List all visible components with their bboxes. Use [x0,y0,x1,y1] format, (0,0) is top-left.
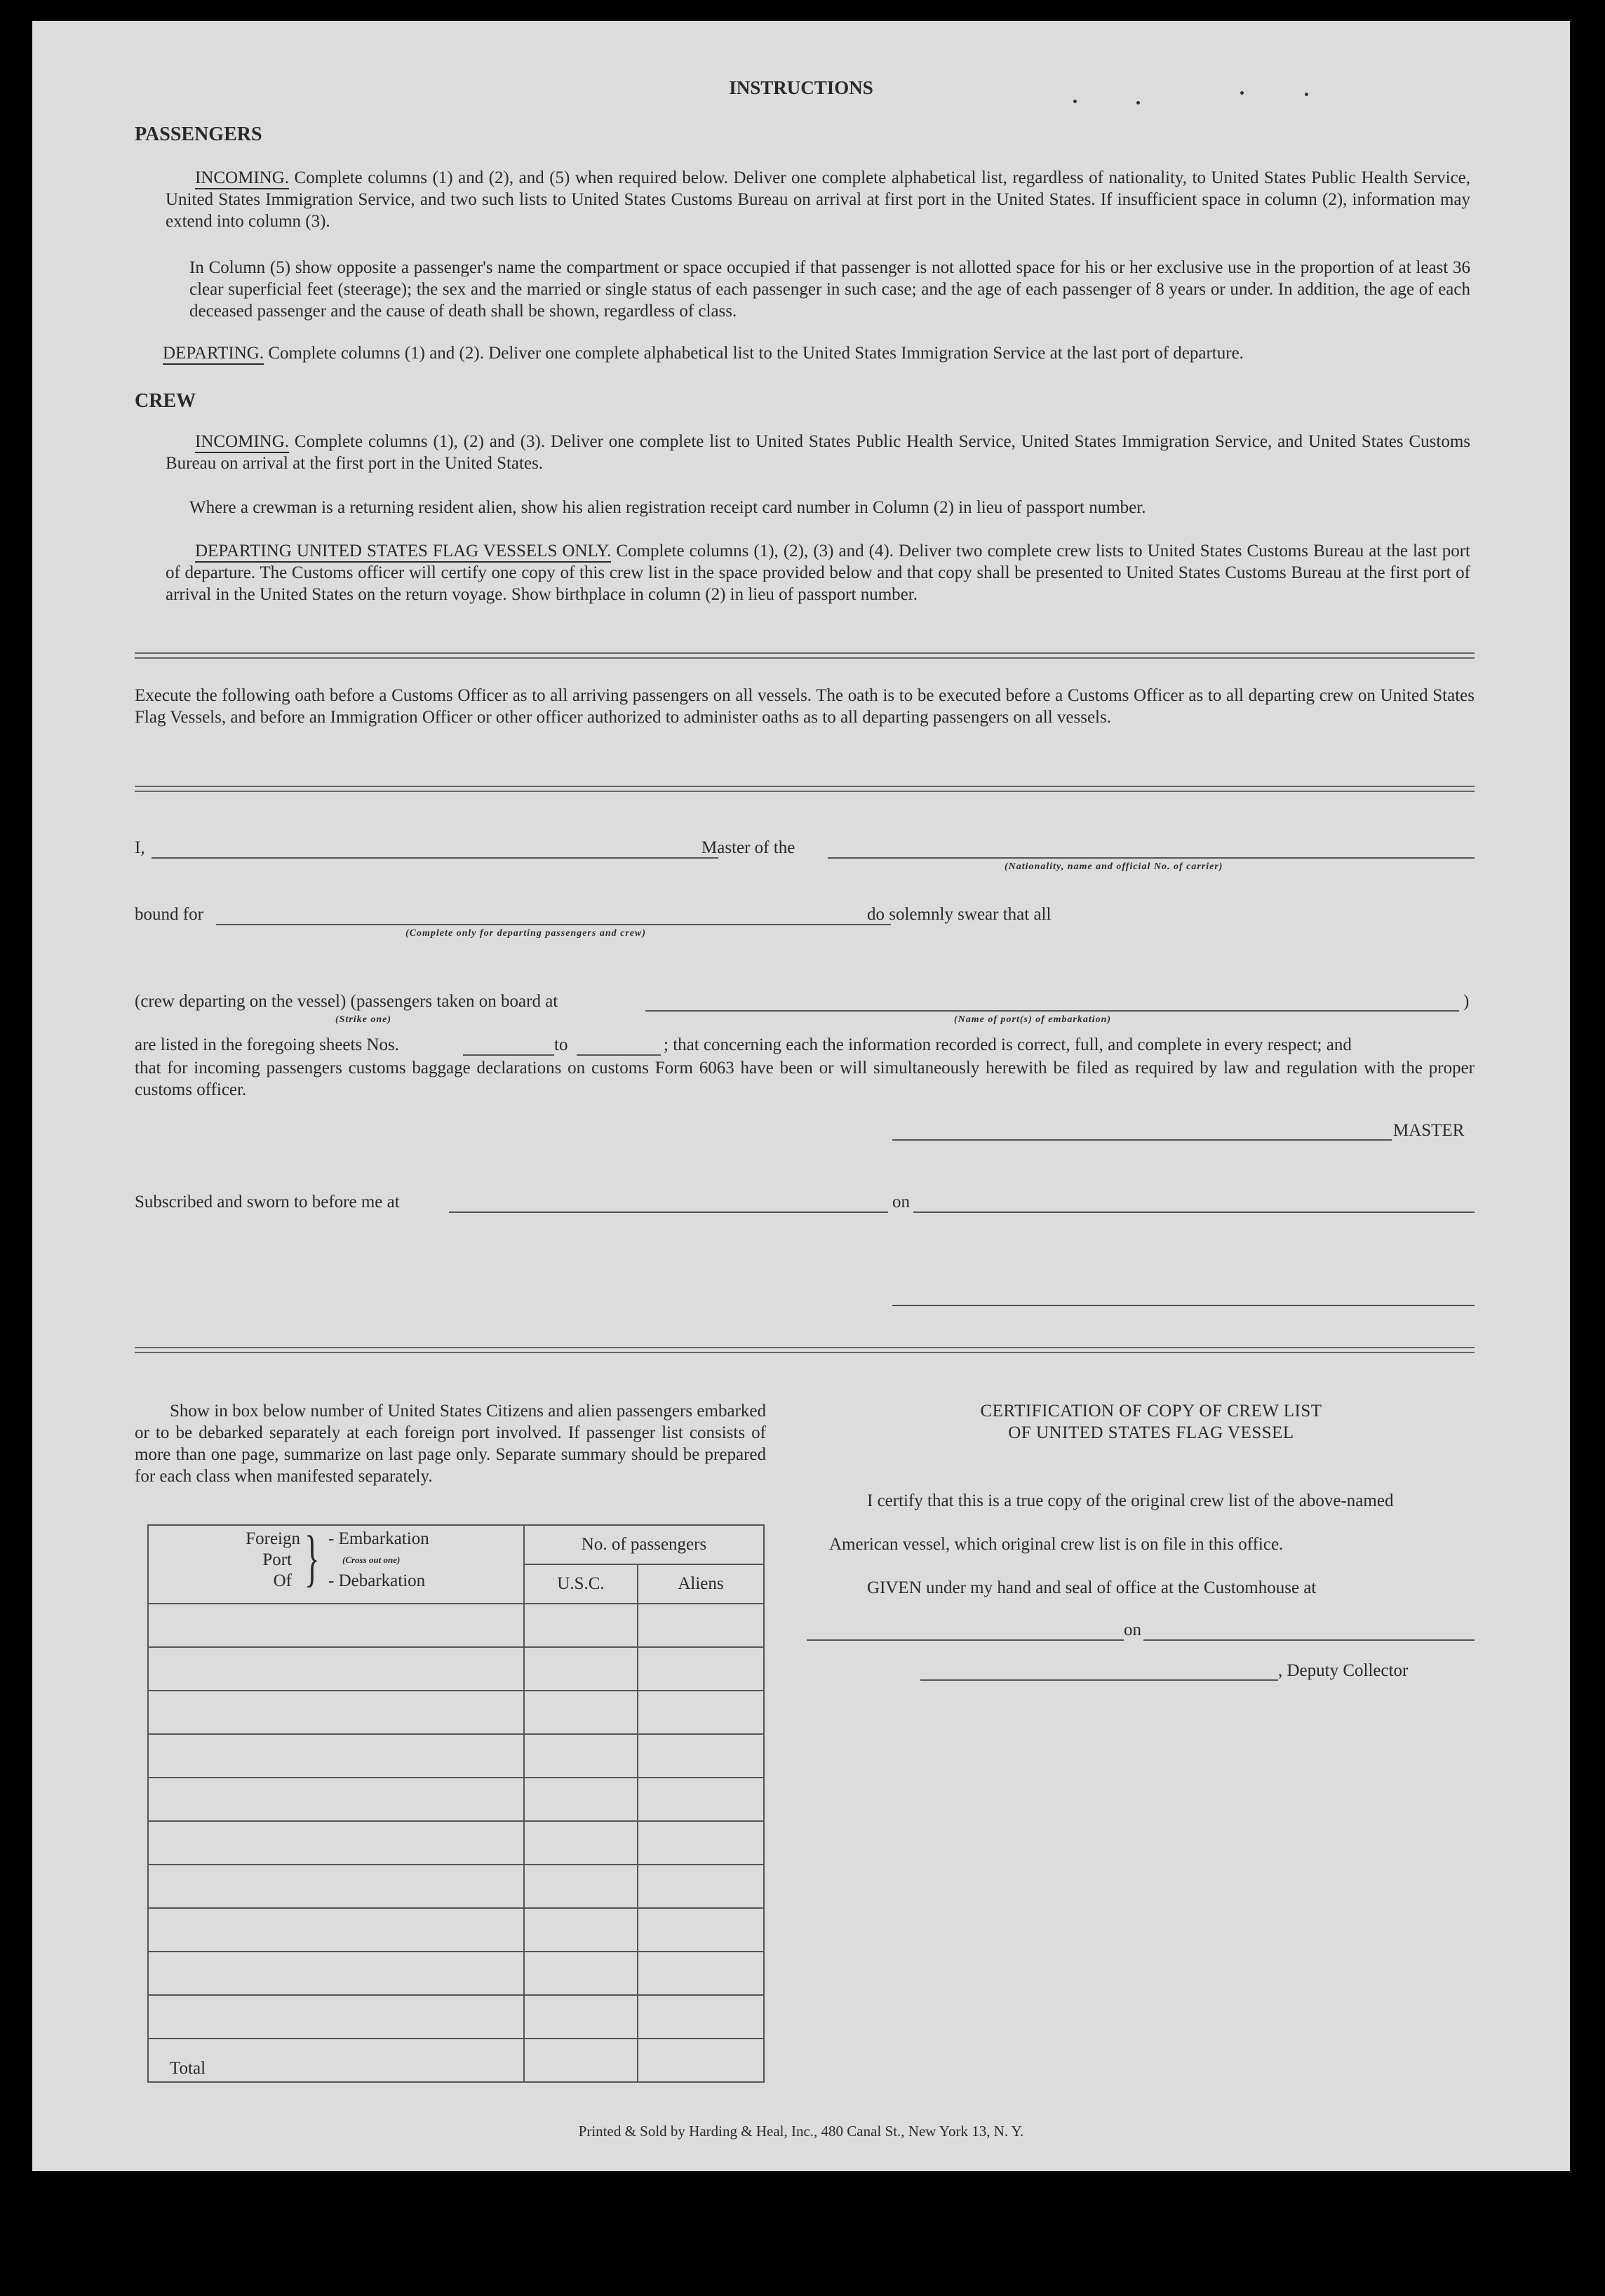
section-divider [135,652,1475,659]
passengers-departing-paragraph [163,342,1475,364]
usc-cell[interactable] [524,1734,638,1778]
passengers-departing-label: DEPARTING. [163,344,264,365]
port-cell[interactable] [148,1995,524,2039]
usc-cell[interactable] [524,1865,638,1908]
usc-cell[interactable] [524,1952,638,1995]
cross-out-caption: (Cross out one) [342,1555,401,1565]
aliens-total-cell[interactable] [638,2039,764,2082]
master-label: MASTER [1393,1121,1465,1140]
crew-departing-label: DEPARTING UNITED STATES FLAG VESSELS ONLY. [195,542,611,563]
port-label: Port [262,1550,292,1569]
aliens-cell[interactable] [638,1734,764,1778]
sworn-date-field[interactable] [913,1211,1475,1213]
usc-total-cell[interactable] [524,2039,638,2082]
port-cell[interactable] [148,1821,524,1865]
certification-title-1: CERTIFICATION OF COPY OF CREW LIST [980,1402,1322,1421]
aliens-cell[interactable] [638,1865,764,1908]
passengers-column5-paragraph: In Column (5) show opposite a passenger's name the compartment or space occupied if that passenger is not allotted space for his or her exclusive use in the proportion of at least 36 clear superficial feet (steerage); the sex and the married or single status of each passenger in such case; and the age of each passenger of 8 years or under. In addition, the age of each deceased passenger and the cause of death shall be shown, regardless of class. [189,258,1470,321]
port-header-cell [148,1525,524,1604]
passengers-incoming-text: Complete columns (1) and (2), and (5) when required below. Deliver one complete alphabetical list, regardless of nationality, to United States Public Health Service, United States Immigration Service, and two such lists to United States Customs Bureau on arrival at first port in the United States. If insufficient space in column (2), information may extend into column (3). [166,168,1471,231]
crew-heading: CREW [135,390,196,412]
port-cell[interactable] [148,1647,524,1691]
aliens-cell[interactable] [638,1778,764,1821]
speck [1073,100,1077,103]
port-cell[interactable] [148,1691,524,1734]
usc-cell[interactable] [524,1995,638,2039]
swear-text: do solemnly swear that all [867,905,1052,924]
master-signature-field[interactable] [892,1139,1392,1141]
instructions-title: INSTRUCTIONS [729,77,873,98]
listed-text-b: ; that concerning each the information recorded is correct, full, and complete in every respect; and [664,1035,1352,1054]
aliens-cell[interactable] [638,1821,764,1865]
nationality-caption: (Nationality, name and official No. of carrier) [1005,861,1223,872]
crew-incoming-text: Complete columns (1), (2) and (3). Deliver one complete list to United States Public Health Service, United States Immigration Service, and United States Customs Bureau on arrival at the first port in the United States. [166,432,1471,473]
crew-resident-paragraph: Where a crewman is a returning resident alien, show his alien registration receipt card number in Column (2) in lieu of passport number. [189,498,1146,517]
passengers-heading: PASSENGERS [135,123,262,145]
carrier-field[interactable] [828,857,1475,859]
port-cell[interactable] [148,1865,524,1908]
passengers-departing-text: Complete columns (1) and (2). Deliver one complete alphabetical list to the United States Immigration Service at the last port of departure. [268,344,1244,363]
listed-text-c: that for incoming passengers customs baggage declarations on customs Form 6063 have been or will simultaneously herewith be filed as required by law and regulation with the proper customs officer. [135,1059,1475,1099]
aliens-header: Aliens [638,1564,764,1604]
port-cell[interactable] [148,1734,524,1778]
crew-departing-text: Complete columns (1), (2), (3) and (4). Deliver two complete crew lists to United States Customs Bureau at the last port of departure. The Customs officer will certify one copy of this crew list in the space provided below and that copy shall be presented to United States Customs Bureau at the first port of arrival in the United States on the return voyage. Show birthplace in column (2) in lieu of passport number. [166,542,1470,604]
bound-for-label: bound for [135,905,203,924]
section-divider [135,786,1475,792]
oath-instruction: Execute the following oath before a Customs Officer as to all arriving passengers on all vessels. The oath is to be executed before a Customs Officer as to all departing crew on United States Flag Vessels, and before an Immigration Officer or other officer authorized to administer oaths as to all departing passengers on all vessels. [135,686,1475,727]
certification-title-2: OF UNITED STATES FLAG VESSEL [1008,1423,1294,1442]
crew-incoming-paragraph [166,431,1470,474]
document-page [32,21,1570,2171]
passengers-incoming-paragraph [166,167,1470,232]
certification-line-3: GIVEN under my hand and seal of office at the Customhouse at [867,1578,1317,1597]
aliens-cell[interactable] [638,1691,764,1734]
certification-on-label: on [1124,1620,1141,1639]
embarkation-ports-field[interactable] [645,1010,1459,1012]
speck [1305,93,1308,96]
deputy-collector-label: , Deputy Collector [1278,1661,1409,1680]
subscribed-label: Subscribed and sworn to before me at [135,1193,400,1211]
no-passengers-header: No. of passengers [524,1525,764,1564]
speck [1240,91,1244,95]
oath-i-label: I, [135,838,145,857]
certification-line-2: American vessel, which original crew list is on file in this office. [829,1535,1284,1554]
crew-incoming-label: INCOMING. [195,432,289,453]
speck [1136,101,1140,105]
usc-header: U.S.C. [524,1564,638,1604]
usc-cell[interactable] [524,1604,638,1647]
destination-field[interactable] [216,924,891,925]
ports-caption: (Name of port(s) of embarkation) [954,1014,1112,1025]
listed-text-a: are listed in the foregoing sheets Nos. [135,1035,399,1054]
officer-signature-field[interactable] [892,1305,1475,1306]
aliens-cell[interactable] [638,1995,764,2039]
certification-date-field[interactable] [1143,1639,1475,1641]
port-cell[interactable] [148,1908,524,1952]
master-name-field[interactable] [152,857,718,859]
deputy-signature-field[interactable] [920,1679,1278,1681]
sworn-place-field[interactable] [449,1211,888,1213]
debarkation-label: - Debarkation [328,1571,426,1590]
port-cell[interactable] [148,1952,524,1995]
usc-cell[interactable] [524,1778,638,1821]
port-cell[interactable] [148,1778,524,1821]
usc-cell[interactable] [524,1908,638,1952]
section-divider [135,1347,1475,1353]
printer-footer: Printed & Sold by Harding & Heal, Inc., 480 Canal St., New York 13, N. Y. [578,2123,1024,2140]
usc-cell[interactable] [524,1821,638,1865]
summary-instruction: Show in box below number of United States Citizens and alien passengers embarked or to be debarked separately at each foreign port involved. If passenger list consists of more than one page, summarize on last page only. Separate summary should be prepared for each class when manifested separately. [135,1402,766,1486]
port-cell[interactable] [148,1604,524,1647]
total-label: Total [148,2039,524,2082]
aliens-cell[interactable] [638,1647,764,1691]
crew-departing-paragraph [166,540,1470,605]
sheet-from-field[interactable] [463,1054,554,1056]
sheet-to-field[interactable] [577,1054,661,1056]
aliens-cell[interactable] [638,1604,764,1647]
foreign-label: Foreign [246,1529,300,1548]
aliens-cell[interactable] [638,1952,764,1995]
brace-icon: } [304,1524,320,1593]
aliens-cell[interactable] [638,1908,764,1952]
strike-caption: (Strike one) [335,1014,392,1025]
embarkation-label: - Embarkation [328,1529,429,1548]
certification-line-1: I certify that this is a true copy of the original crew list of the above-named [867,1491,1394,1510]
passenger-summary-table [147,1524,765,2083]
close-paren: ) [1463,992,1470,1011]
sworn-on-label: on [892,1193,910,1211]
usc-cell[interactable] [524,1647,638,1691]
listed-to-label: to [554,1035,568,1054]
crew-passengers-text: (crew departing on the vessel) (passengers taken on board at [135,992,558,1011]
passengers-incoming-label: INCOMING. [195,168,289,189]
customhouse-field[interactable] [807,1639,1124,1641]
departing-caption: (Complete only for departing passengers and crew) [405,928,646,939]
usc-cell[interactable] [524,1691,638,1734]
of-label: Of [273,1571,292,1590]
master-of-the-label: Master of the [701,838,795,857]
